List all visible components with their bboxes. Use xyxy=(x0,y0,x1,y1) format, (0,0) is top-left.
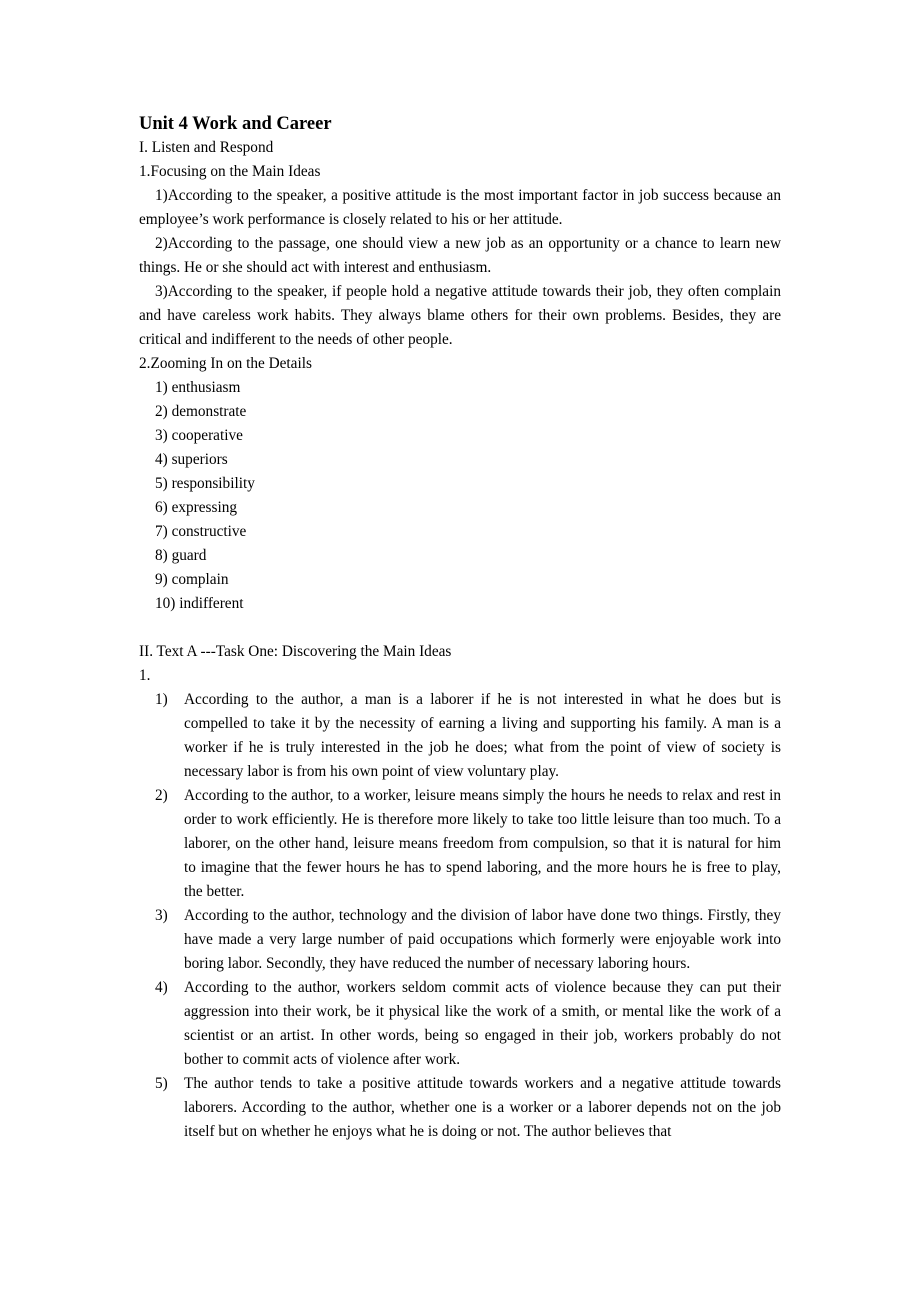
list-item xyxy=(139,1072,781,1144)
answer-item: 5) responsibility xyxy=(155,475,255,492)
answer-item: 1) enthusiasm xyxy=(155,379,241,396)
answer-item: 2) demonstrate xyxy=(155,403,247,420)
section-heading-listen-respond: I. Listen and Respond xyxy=(139,139,274,156)
answer-item: 9) complain xyxy=(155,571,229,588)
list-item xyxy=(139,904,781,976)
item-text: The author tends to take a positive attitude towards workers and a negative attitude towards laborers. According to the author, whether one is a worker or a laborer depends not on the job itself but on whether he enjoys what he is doing or not. The author believes that xyxy=(184,1075,781,1140)
answer-item: 3) cooperative xyxy=(155,427,243,444)
main-idea-paragraph: 1)According to the speaker, a positive attitude is the most important factor in job success because an employee’s work performance is closely related to his or her attitude. xyxy=(139,187,781,228)
item-number: 5) xyxy=(155,1075,168,1092)
spacer xyxy=(139,616,781,640)
document-title: Unit 4 Work and Career xyxy=(139,114,332,134)
item-text: According to the author, workers seldom commit acts of violence because they can put their aggression into their work, be it physical like the work of a smith, or mental like the work of a scientist or an artist. In other words, being so engaged in their job, workers probably do not bother to commit acts of violence after work. xyxy=(184,979,781,1068)
list-item xyxy=(139,976,781,1072)
document-page xyxy=(139,112,781,1144)
item-text: According to the author, a man is a laborer if he is not interested in what he does but is compelled to take it by the necessity of earning a living and supporting his family. A man is a worker if he is truly interested in the job he does; what from the point of view of society is necessary labor is from his own point of view voluntary play. xyxy=(184,691,781,780)
main-ideas-list xyxy=(139,688,781,1144)
answer-item: 6) expressing xyxy=(155,499,237,516)
section-heading-text-a: II. Text A ---Task One: Discovering the Main Ideas xyxy=(139,643,452,660)
item-number: 3) xyxy=(155,907,168,924)
answer-item: 7) constructive xyxy=(155,523,247,540)
question-number: 1. xyxy=(139,667,151,684)
subheading-details: 2.Zooming In on the Details xyxy=(139,355,312,372)
answer-item: 8) guard xyxy=(155,547,207,564)
subheading-main-ideas: 1.Focusing on the Main Ideas xyxy=(139,163,321,180)
main-idea-paragraph: 3)According to the speaker, if people hold a negative attitude towards their job, they often complain and have careless work habits. They always blame others for their own problems. Besides, they are critical and indifferent to the needs of other people. xyxy=(139,283,781,348)
item-number: 2) xyxy=(155,787,168,804)
list-item xyxy=(139,784,781,904)
answer-item: 10) indifferent xyxy=(155,595,244,612)
item-text: According to the author, technology and the division of labor have done two things. Firstly, they have made a very large number of paid occupations which formerly were enjoyable work into boring labor. Secondly, they have reduced the number of necessary laboring hours. xyxy=(184,907,781,972)
main-idea-paragraph: 2)According to the passage, one should view a new job as an opportunity or a chance to learn new things. He or she should act with interest and enthusiasm. xyxy=(139,235,781,276)
answer-item: 4) superiors xyxy=(155,451,228,468)
list-item xyxy=(139,688,781,784)
item-number: 1) xyxy=(155,691,168,708)
item-number: 4) xyxy=(155,979,168,996)
item-text: According to the author, to a worker, leisure means simply the hours he needs to relax and rest in order to work efficiently. He is therefore more likely to take too little leisure than too much. To a laborer, on the other hand, leisure means freedom from compulsion, so that it is natural for him to imagine that the fewer hours he has to spend laboring, and the more hours he is free to play, the better. xyxy=(184,787,781,900)
